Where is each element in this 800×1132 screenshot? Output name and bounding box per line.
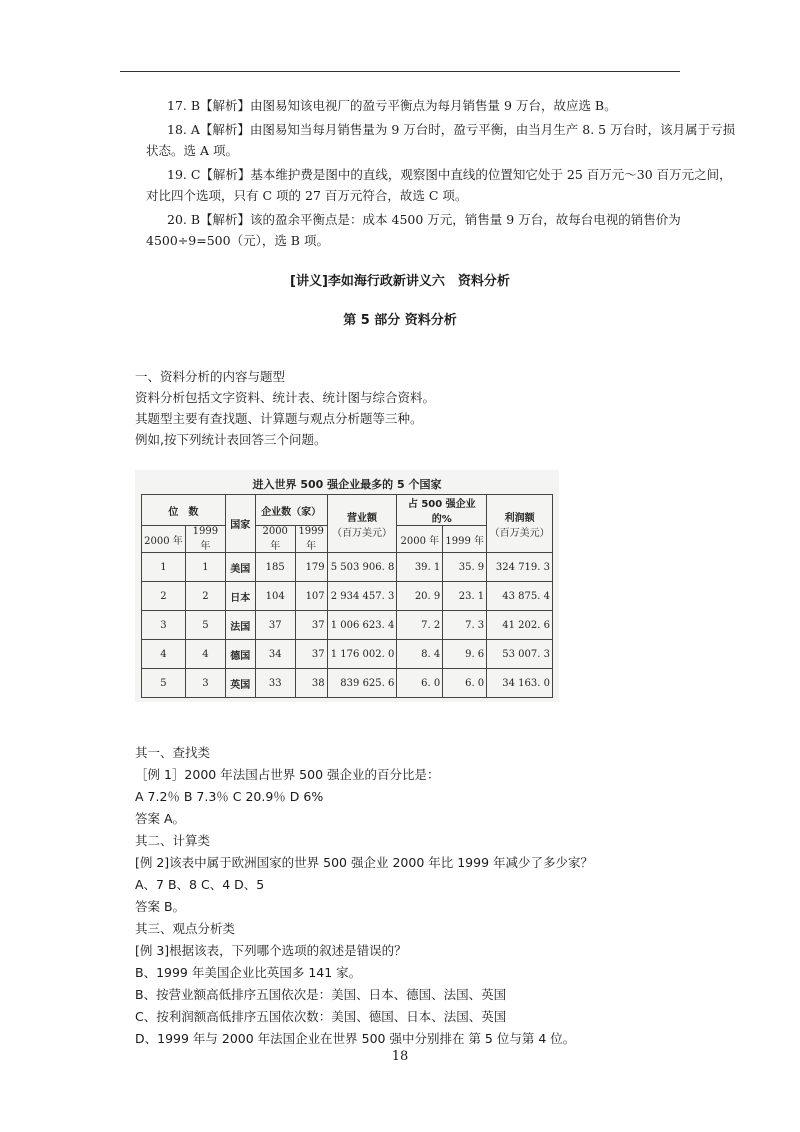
- example-1-answer: 答案 A。: [135, 811, 186, 826]
- cell-count-2000: 185: [255, 553, 295, 582]
- table-row: [142, 582, 553, 611]
- cell-count-1999: 37: [295, 611, 327, 640]
- cell-profit: 324 719. 3: [487, 553, 553, 582]
- intro-line-4: 例如,按下列统计表回答三个问题。: [135, 432, 327, 447]
- table-row: [142, 553, 553, 582]
- header-revenue-unit: （百万美元）: [332, 527, 393, 539]
- example-2-answer: 答案 B。: [135, 899, 186, 914]
- cell-revenue: 1 006 623. 4: [327, 611, 397, 640]
- table-header-row-1: [142, 495, 553, 526]
- header-rank-1999: 1999 年: [185, 526, 225, 553]
- header-count-2000: 2000 年: [255, 526, 295, 553]
- cell-revenue: 839 625. 6: [327, 669, 397, 698]
- cell-share-1999: 23. 1: [443, 582, 487, 611]
- header-rank-2000: 2000 年: [142, 526, 186, 553]
- answer-19: 19. C【解析】基本维护费是图中的直线，观察图中直线的位置知它处于 25 百万元～30 百万元之间，: [167, 167, 732, 182]
- cell-profit: 34 163. 0: [487, 669, 553, 698]
- answer-18: 18. A【解析】由图易知当每月销售量为 9 万台时，盈亏平衡，由当月生产 8. 5 万台时，该月属于亏损: [167, 122, 736, 137]
- cell-count-2000: 104: [255, 582, 295, 611]
- cell-share-1999: 7. 3: [443, 611, 487, 640]
- cell-count-2000: 33: [255, 669, 295, 698]
- example-3-option-c: C、按利润额高低排序五国依次数：美国、德国、日本、法国、英国: [135, 1009, 507, 1024]
- example-1-question: ［例 1］2000 年法国占世界 500 强企业的百分比是：: [135, 767, 440, 782]
- cell-rank-1999: 2: [185, 582, 225, 611]
- example-2-options: A、7 B、8 C、4 D、5: [135, 877, 265, 892]
- cell-count-2000: 37: [255, 611, 295, 640]
- cell-count-1999: 107: [295, 582, 327, 611]
- section-heading: 第 5 部分 资料分析: [343, 313, 457, 328]
- cell-rank-1999: 4: [185, 640, 225, 669]
- cell-rank-2000: 1: [142, 553, 186, 582]
- cell-revenue: 2 934 457. 3: [327, 582, 397, 611]
- header-rule: [120, 71, 680, 72]
- header-profit-label: 利润额: [504, 512, 535, 524]
- intro-line-3: 其题型主要有查找题、计算题与观点分析题等三种。: [135, 411, 423, 426]
- cell-share-2000: 6. 0: [397, 669, 443, 698]
- statistics-table: [141, 494, 553, 698]
- table-row: [142, 640, 553, 669]
- example-3-question: [例 3]根据该表，下列哪个选项的叙述是错误的？: [135, 943, 407, 958]
- cell-rank-2000: 2: [142, 582, 186, 611]
- cell-revenue: 1 176 002. 0: [327, 640, 397, 669]
- header-share: 占 500 强企业的%: [397, 495, 487, 526]
- header-count-1999: 1999 年: [295, 526, 327, 553]
- cell-count-1999: 37: [295, 640, 327, 669]
- example-2-question: [例 2]该表中属于欧洲国家的世界 500 强企业 2000 年比 1999 年减少了多少家？: [135, 855, 594, 870]
- cell-country: 日本: [225, 582, 255, 611]
- intro-line-2: 资料分析包括文字资料、统计表、统计图与综合资料。: [135, 390, 436, 405]
- cell-share-2000: 7. 2: [397, 611, 443, 640]
- question-category-3: 其三、观点分析类: [135, 921, 236, 936]
- answer-18-cont: 状态。选 A 项。: [146, 143, 238, 158]
- cell-country: 法国: [225, 611, 255, 640]
- answer-20-cont: 4500÷9=500（元），选 B 项。: [146, 233, 329, 248]
- cell-profit: 53 007. 3: [487, 640, 553, 669]
- cell-profit: 41 202. 6: [487, 611, 553, 640]
- question-category-1: 其一、查找类: [135, 745, 211, 760]
- cell-count-1999: 179: [295, 553, 327, 582]
- cell-rank-1999: 3: [185, 669, 225, 698]
- table-row: [142, 611, 553, 640]
- cell-share-2000: 8. 4: [397, 640, 443, 669]
- cell-revenue: 5 503 906. 8: [327, 553, 397, 582]
- question-category-2: 其二、计算类: [135, 833, 211, 848]
- header-profit: [487, 495, 553, 553]
- header-profit-unit: （百万美元）: [489, 527, 550, 539]
- answer-17: 17. B【解析】由图易知该电视厂的盈亏平衡点为每月销售量 9 万台，故应选 B。: [167, 98, 617, 113]
- cell-share-2000: 20. 9: [397, 582, 443, 611]
- answer-20: 20. B【解析】该的盈余平衡点是：成本 4500 万元，销售量 9 万台，故每台电视的销售价为: [167, 212, 681, 227]
- header-share-1999: 1999 年: [443, 526, 487, 553]
- table-title: 进入世界 500 强企业最多的 5 个国家: [252, 478, 442, 491]
- cell-share-2000: 39. 1: [397, 553, 443, 582]
- header-share-2000: 2000 年: [397, 526, 443, 553]
- header-revenue: [327, 495, 397, 553]
- cell-profit: 43 875. 4: [487, 582, 553, 611]
- lecture-heading: [讲义]李如海行政新讲义六 资料分析: [290, 274, 510, 289]
- cell-count-1999: 38: [295, 669, 327, 698]
- cell-share-1999: 9. 6: [443, 640, 487, 669]
- example-3-option-b: B、按营业额高低排序五国依次是：美国、日本、德国、法国、英国: [135, 987, 507, 1002]
- cell-country: 英国: [225, 669, 255, 698]
- cell-country: 美国: [225, 553, 255, 582]
- cell-rank-2000: 4: [142, 640, 186, 669]
- cell-rank-1999: 5: [185, 611, 225, 640]
- header-country: 国家: [225, 495, 255, 553]
- example-1-options: A 7.2％ B 7.3％ C 20.9％ D 6%: [135, 789, 324, 804]
- answer-19-cont: 对比四个选项，只有 C 项的 27 百万元符合，故选 C 项。: [146, 188, 468, 203]
- intro-line-1: 一、资料分析的内容与题型: [135, 369, 286, 384]
- page-number: 18: [391, 1049, 409, 1064]
- cell-count-2000: 34: [255, 640, 295, 669]
- scanned-table-image: [135, 470, 559, 702]
- header-rank: 位 数: [142, 495, 226, 526]
- cell-rank-2000: 5: [142, 669, 186, 698]
- header-company-count: 企业数（家）: [255, 495, 327, 526]
- example-3-option-a: B、1999 年美国企业比英国多 141 家。: [135, 965, 362, 980]
- header-revenue-label: 营业额: [347, 512, 378, 524]
- cell-share-1999: 6. 0: [443, 669, 487, 698]
- cell-rank-1999: 1: [185, 553, 225, 582]
- cell-share-1999: 35. 9: [443, 553, 487, 582]
- cell-country: 德国: [225, 640, 255, 669]
- cell-rank-2000: 3: [142, 611, 186, 640]
- table-row: [142, 669, 553, 698]
- example-3-option-d: D、1999 年与 2000 年法国企业在世界 500 强中分别排在 第 5 位与第 4 位。: [135, 1031, 576, 1046]
